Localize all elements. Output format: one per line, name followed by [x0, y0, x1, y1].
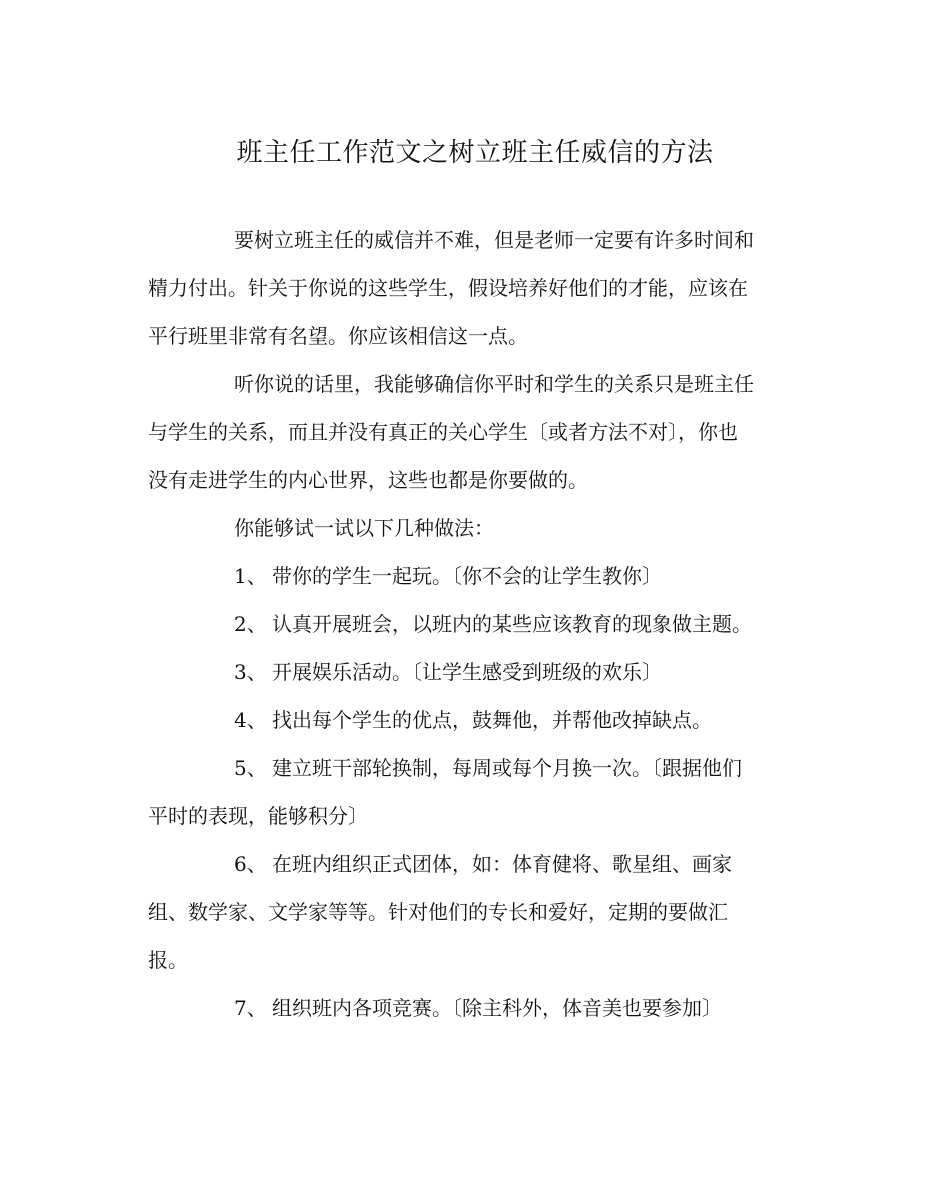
document-body [148, 216, 804, 1032]
paragraph-2-line-2: 与学生的关系，而且并没有真正的关心学生〔或者方法不对〕，你也 [148, 420, 738, 444]
list-item-6-continuation-1: 组、数学家、文学家等等。针对他们的专长和爱好，定期的要做汇 [148, 900, 728, 924]
list-item-number: 2、 [234, 612, 267, 636]
list-item-5-continuation: 平时的表现，能够积分〕 [148, 804, 368, 828]
list-item-number: 1、 [234, 564, 267, 588]
list-item-number: 7、 [234, 996, 267, 1020]
list-item-1 [148, 552, 804, 600]
document-title: 班主任工作范文之树立班主任威信的方法 [236, 138, 714, 168]
list-item-text: 开展娱乐活动。〔让学生感受到班级的欢乐〕 [272, 660, 662, 684]
list-item-4 [148, 696, 804, 744]
list-item-text: 认真开展班会，以班内的某些应该教育的现象做主题。 [272, 612, 752, 636]
list-item-3 [148, 648, 804, 696]
paragraph-1-line-3: 平行班里非常有名望。你应该相信这一点。 [148, 324, 528, 348]
list-item-5 [148, 744, 804, 792]
paragraph-3-line-1: 你能够试一试以下几种做法： [234, 516, 494, 540]
list-item-text: 组织班内各项竞赛。〔除主科外，体音美也要参加〕 [272, 996, 722, 1020]
list-item-text: 在班内组织正式团体，如：体育健将、歌星组、画家 [272, 852, 732, 876]
list-item-6 [148, 840, 804, 888]
list-item-number: 4、 [234, 708, 267, 732]
list-item-text: 带你的学生一起玩。〔你不会的让学生教你〕 [272, 564, 662, 588]
list-item-7 [148, 984, 804, 1032]
list-item-2 [148, 600, 804, 648]
list-item-6-continuation-2: 报。 [148, 948, 188, 972]
paragraph-2-line-1: 听你说的话里，我能够确信你平时和学生的关系只是班主任 [234, 372, 754, 396]
list-item-number: 5、 [234, 756, 267, 780]
paragraph-1-line-2: 精力付出。针关于你说的这些学生，假设培养好他们的才能，应该在 [148, 276, 748, 300]
list-item-text: 找出每个学生的优点，鼓舞他，并帮他改掉缺点。 [272, 708, 712, 732]
list-item-number: 3、 [234, 660, 267, 684]
list-item-text: 建立班干部轮换制，每周或每个月换一次。〔跟据他们 [272, 756, 742, 780]
paragraph-2-line-3: 没有走进学生的内心世界，这些也都是你要做的。 [148, 468, 588, 492]
paragraph-1-line-1: 要树立班主任的威信并不难，但是老师一定要有许多时间和 [234, 228, 754, 252]
list-item-number: 6、 [234, 852, 267, 876]
